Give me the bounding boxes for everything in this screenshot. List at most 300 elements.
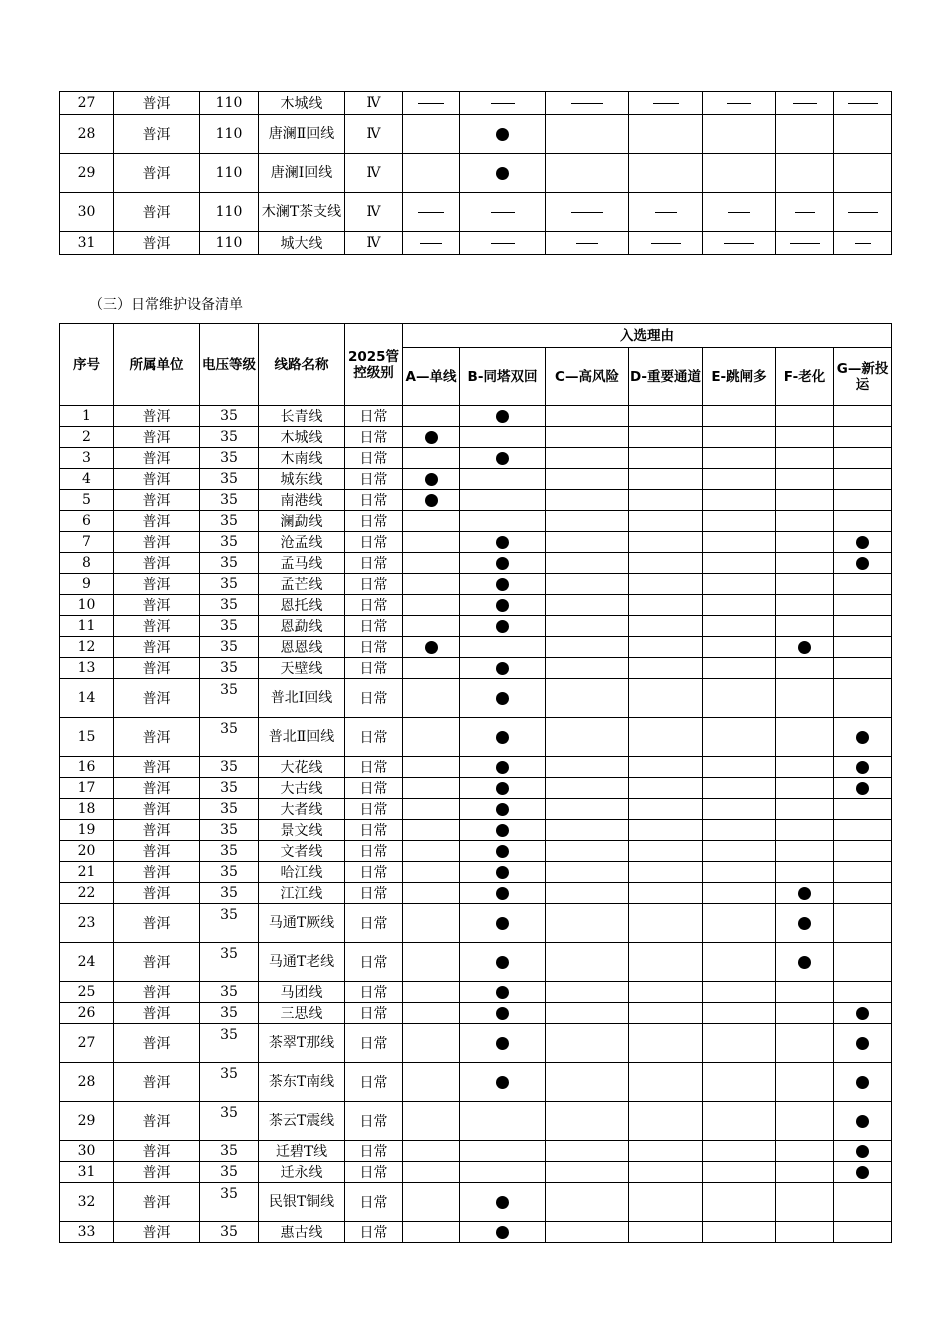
row-number: 29 bbox=[60, 1102, 114, 1141]
reason-cell bbox=[834, 1183, 892, 1222]
row-number: 1 bbox=[60, 406, 114, 427]
not-applicable-dash-icon bbox=[848, 212, 878, 213]
reason-cell bbox=[834, 1141, 892, 1162]
selected-dot-icon bbox=[496, 536, 509, 549]
reason-cell bbox=[403, 532, 460, 553]
reason-cell bbox=[776, 943, 834, 982]
row-voltage: 35 bbox=[200, 820, 259, 841]
reason-cell bbox=[460, 1063, 546, 1102]
selected-dot-icon bbox=[496, 662, 509, 675]
row-control-level: 日常 bbox=[345, 532, 403, 553]
reason-cell bbox=[629, 115, 703, 154]
row-unit: 普洱 bbox=[114, 511, 200, 532]
reason-cell bbox=[703, 1003, 776, 1024]
reason-cell bbox=[834, 883, 892, 904]
row-control-level: 日常 bbox=[345, 679, 403, 718]
section-title: （三）日常维护设备清单 bbox=[89, 297, 243, 313]
not-applicable-dash-icon bbox=[571, 103, 603, 104]
reason-cell bbox=[403, 1162, 460, 1183]
row-control-level: Ⅳ bbox=[345, 232, 403, 255]
reason-cell bbox=[403, 718, 460, 757]
row-line-name: 唐澜Ⅱ回线 bbox=[259, 115, 345, 154]
reason-cell bbox=[629, 427, 703, 448]
not-applicable-dash-icon bbox=[418, 212, 444, 213]
reason-cell bbox=[776, 1063, 834, 1102]
reason-cell bbox=[546, 820, 629, 841]
row-unit: 普洱 bbox=[114, 1003, 200, 1024]
row-control-level: Ⅳ bbox=[345, 92, 403, 115]
not-applicable-dash-icon bbox=[655, 212, 677, 213]
row-line-name: 木南线 bbox=[259, 448, 345, 469]
table-row bbox=[60, 1003, 892, 1024]
selected-dot-icon bbox=[496, 692, 509, 705]
reason-cell bbox=[460, 1024, 546, 1063]
row-voltage: 35 bbox=[200, 883, 259, 904]
selected-dot-icon bbox=[425, 641, 438, 654]
row-control-level: 日常 bbox=[345, 904, 403, 943]
row-voltage: 35 bbox=[200, 1102, 259, 1141]
not-applicable-dash-icon bbox=[790, 243, 820, 244]
table-row bbox=[60, 883, 892, 904]
table-row bbox=[60, 799, 892, 820]
row-number: 19 bbox=[60, 820, 114, 841]
reason-cell bbox=[460, 658, 546, 679]
reason-cell bbox=[776, 553, 834, 574]
table-row bbox=[60, 92, 892, 115]
row-control-level: 日常 bbox=[345, 553, 403, 574]
row-number: 2 bbox=[60, 427, 114, 448]
row-line-name: 景文线 bbox=[259, 820, 345, 841]
header-reason-c: C—高风险 bbox=[546, 348, 629, 406]
row-voltage: 35 bbox=[200, 1024, 259, 1063]
table-row bbox=[60, 1183, 892, 1222]
reason-cell bbox=[546, 595, 629, 616]
reason-cell bbox=[403, 904, 460, 943]
reason-cell bbox=[546, 427, 629, 448]
reason-cell bbox=[460, 532, 546, 553]
selected-dot-icon bbox=[496, 731, 509, 744]
row-voltage: 35 bbox=[200, 1222, 259, 1243]
reason-cell bbox=[834, 1162, 892, 1183]
reason-cell bbox=[403, 883, 460, 904]
row-number: 27 bbox=[60, 92, 114, 115]
reason-cell bbox=[460, 883, 546, 904]
reason-cell bbox=[703, 862, 776, 883]
not-applicable-dash-icon bbox=[793, 103, 817, 104]
row-unit: 普洱 bbox=[114, 820, 200, 841]
row-unit: 普洱 bbox=[114, 982, 200, 1003]
selected-dot-icon bbox=[496, 866, 509, 879]
reason-cell bbox=[629, 1024, 703, 1063]
selected-dot-icon bbox=[856, 782, 869, 795]
reason-cell bbox=[703, 92, 776, 115]
row-number: 20 bbox=[60, 841, 114, 862]
reason-cell bbox=[834, 943, 892, 982]
selected-dot-icon bbox=[856, 1037, 869, 1050]
row-unit: 普洱 bbox=[114, 427, 200, 448]
row-number: 5 bbox=[60, 490, 114, 511]
reason-cell bbox=[460, 679, 546, 718]
row-line-name: 三思线 bbox=[259, 1003, 345, 1024]
row-control-level: Ⅳ bbox=[345, 154, 403, 193]
row-voltage: 35 bbox=[200, 1003, 259, 1024]
reason-cell bbox=[546, 448, 629, 469]
reason-cell bbox=[546, 718, 629, 757]
row-control-level: 日常 bbox=[345, 406, 403, 427]
not-applicable-dash-icon bbox=[848, 103, 878, 104]
reason-cell bbox=[403, 154, 460, 193]
row-control-level: 日常 bbox=[345, 1183, 403, 1222]
reason-cell bbox=[776, 193, 834, 232]
selected-dot-icon bbox=[856, 1145, 869, 1158]
row-voltage: 35 bbox=[200, 1183, 259, 1222]
row-unit: 普洱 bbox=[114, 1162, 200, 1183]
reason-cell bbox=[629, 92, 703, 115]
reason-cell bbox=[703, 1222, 776, 1243]
table-row bbox=[60, 490, 892, 511]
reason-cell bbox=[834, 1222, 892, 1243]
reason-cell bbox=[460, 406, 546, 427]
reason-cell bbox=[776, 406, 834, 427]
row-unit: 普洱 bbox=[114, 1102, 200, 1141]
reason-cell bbox=[403, 799, 460, 820]
row-line-name: 孟马线 bbox=[259, 553, 345, 574]
reason-cell bbox=[460, 115, 546, 154]
row-number: 33 bbox=[60, 1222, 114, 1243]
reason-cell bbox=[703, 427, 776, 448]
row-control-level: 日常 bbox=[345, 718, 403, 757]
reason-cell bbox=[460, 1183, 546, 1222]
row-voltage: 35 bbox=[200, 679, 259, 718]
table-row bbox=[60, 1024, 892, 1063]
reason-cell bbox=[546, 841, 629, 862]
reason-cell bbox=[834, 448, 892, 469]
reason-cell bbox=[834, 679, 892, 718]
reason-cell bbox=[776, 232, 834, 255]
reason-cell bbox=[546, 115, 629, 154]
row-unit: 普洱 bbox=[114, 92, 200, 115]
row-control-level: 日常 bbox=[345, 427, 403, 448]
reason-cell bbox=[776, 799, 834, 820]
reason-cell bbox=[403, 193, 460, 232]
reason-cell bbox=[460, 1222, 546, 1243]
row-control-level: 日常 bbox=[345, 1102, 403, 1141]
table-row bbox=[60, 193, 892, 232]
reason-cell bbox=[629, 1162, 703, 1183]
reason-cell bbox=[546, 469, 629, 490]
reason-cell bbox=[703, 904, 776, 943]
reason-cell bbox=[460, 943, 546, 982]
row-unit: 普洱 bbox=[114, 490, 200, 511]
row-line-name: 南港线 bbox=[259, 490, 345, 511]
row-number: 15 bbox=[60, 718, 114, 757]
not-applicable-dash-icon bbox=[576, 243, 598, 244]
not-applicable-dash-icon bbox=[491, 212, 515, 213]
reason-cell bbox=[460, 469, 546, 490]
reason-cell bbox=[403, 92, 460, 115]
row-unit: 普洱 bbox=[114, 532, 200, 553]
reason-cell bbox=[460, 232, 546, 255]
reason-cell bbox=[834, 1102, 892, 1141]
not-applicable-dash-icon bbox=[653, 103, 679, 104]
reason-cell bbox=[460, 1003, 546, 1024]
row-control-level: 日常 bbox=[345, 1063, 403, 1102]
row-unit: 普洱 bbox=[114, 616, 200, 637]
reason-cell bbox=[776, 658, 834, 679]
reason-cell bbox=[834, 658, 892, 679]
reason-cell bbox=[834, 904, 892, 943]
row-number: 31 bbox=[60, 232, 114, 255]
reason-cell bbox=[546, 553, 629, 574]
row-voltage: 35 bbox=[200, 904, 259, 943]
selected-dot-icon bbox=[496, 410, 509, 423]
table-row bbox=[60, 595, 892, 616]
row-unit: 普洱 bbox=[114, 1024, 200, 1063]
row-voltage: 35 bbox=[200, 778, 259, 799]
row-voltage: 35 bbox=[200, 841, 259, 862]
not-applicable-dash-icon bbox=[418, 103, 444, 104]
table-row bbox=[60, 1222, 892, 1243]
selected-dot-icon bbox=[496, 956, 509, 969]
reason-cell bbox=[546, 574, 629, 595]
reason-cell bbox=[460, 511, 546, 532]
row-number: 22 bbox=[60, 883, 114, 904]
selected-dot-icon bbox=[496, 620, 509, 633]
row-voltage: 35 bbox=[200, 943, 259, 982]
reason-cell bbox=[703, 637, 776, 658]
table-row bbox=[60, 637, 892, 658]
reason-cell bbox=[546, 658, 629, 679]
reason-cell bbox=[834, 1003, 892, 1024]
reason-cell bbox=[776, 757, 834, 778]
row-line-name: 茶云T震线 bbox=[259, 1102, 345, 1141]
selected-dot-icon bbox=[496, 452, 509, 465]
reason-cell bbox=[629, 820, 703, 841]
row-number: 11 bbox=[60, 616, 114, 637]
row-line-name: 茶翠T那线 bbox=[259, 1024, 345, 1063]
reason-cell bbox=[703, 1063, 776, 1102]
reason-cell bbox=[776, 511, 834, 532]
not-applicable-dash-icon bbox=[651, 243, 681, 244]
selected-dot-icon bbox=[856, 1076, 869, 1089]
reason-cell bbox=[403, 448, 460, 469]
selected-dot-icon bbox=[496, 917, 509, 930]
row-voltage: 35 bbox=[200, 658, 259, 679]
row-control-level: 日常 bbox=[345, 574, 403, 595]
row-unit: 普洱 bbox=[114, 193, 200, 232]
row-number: 21 bbox=[60, 862, 114, 883]
reason-cell bbox=[403, 982, 460, 1003]
reason-cell bbox=[403, 1024, 460, 1063]
row-voltage: 110 bbox=[200, 193, 259, 232]
row-control-level: 日常 bbox=[345, 511, 403, 532]
header-reason-a: A—单线 bbox=[403, 348, 460, 406]
reason-cell bbox=[776, 862, 834, 883]
row-line-name: 大者线 bbox=[259, 799, 345, 820]
row-voltage: 35 bbox=[200, 427, 259, 448]
row-line-name: 城大线 bbox=[259, 232, 345, 255]
reason-cell bbox=[834, 115, 892, 154]
reason-cell bbox=[546, 1222, 629, 1243]
row-number: 8 bbox=[60, 553, 114, 574]
reason-cell bbox=[703, 982, 776, 1003]
table-row bbox=[60, 679, 892, 718]
row-line-name: 恩托线 bbox=[259, 595, 345, 616]
row-number: 9 bbox=[60, 574, 114, 595]
row-line-name: 哈江线 bbox=[259, 862, 345, 883]
reason-cell bbox=[776, 115, 834, 154]
row-unit: 普洱 bbox=[114, 553, 200, 574]
reason-cell bbox=[629, 1102, 703, 1141]
reason-cell bbox=[703, 1102, 776, 1141]
reason-cell bbox=[460, 841, 546, 862]
row-control-level: 日常 bbox=[345, 841, 403, 862]
reason-cell bbox=[460, 637, 546, 658]
row-unit: 普洱 bbox=[114, 679, 200, 718]
row-line-name: 马通T老线 bbox=[259, 943, 345, 982]
reason-cell bbox=[460, 904, 546, 943]
row-control-level: 日常 bbox=[345, 943, 403, 982]
reason-cell bbox=[460, 1141, 546, 1162]
selected-dot-icon bbox=[496, 761, 509, 774]
table-row bbox=[60, 553, 892, 574]
row-line-name: 木城线 bbox=[259, 92, 345, 115]
reason-cell bbox=[834, 154, 892, 193]
table-row bbox=[60, 574, 892, 595]
selected-dot-icon bbox=[856, 761, 869, 774]
reason-cell bbox=[460, 595, 546, 616]
reason-cell bbox=[629, 1003, 703, 1024]
not-applicable-dash-icon bbox=[420, 243, 442, 244]
reason-cell bbox=[460, 778, 546, 799]
row-number: 13 bbox=[60, 658, 114, 679]
row-control-level: 日常 bbox=[345, 616, 403, 637]
row-line-name: 迁碧T线 bbox=[259, 1141, 345, 1162]
selected-dot-icon bbox=[496, 1196, 509, 1209]
reason-cell bbox=[403, 232, 460, 255]
reason-cell bbox=[703, 232, 776, 255]
reason-cell bbox=[834, 92, 892, 115]
reason-cell bbox=[834, 511, 892, 532]
reason-cell bbox=[776, 427, 834, 448]
row-line-name: 马通T厥线 bbox=[259, 904, 345, 943]
row-control-level: 日常 bbox=[345, 1003, 403, 1024]
header-reason-d: D-重要通道 bbox=[629, 348, 703, 406]
reason-cell bbox=[460, 862, 546, 883]
reason-cell bbox=[403, 1102, 460, 1141]
reason-cell bbox=[629, 718, 703, 757]
row-line-name: 普北Ⅱ回线 bbox=[259, 718, 345, 757]
reason-cell bbox=[460, 757, 546, 778]
row-unit: 普洱 bbox=[114, 862, 200, 883]
reason-cell bbox=[546, 193, 629, 232]
reason-cell bbox=[629, 232, 703, 255]
reason-cell bbox=[776, 841, 834, 862]
reason-cell bbox=[460, 574, 546, 595]
not-applicable-dash-icon bbox=[728, 212, 750, 213]
row-voltage: 35 bbox=[200, 982, 259, 1003]
reason-cell bbox=[460, 427, 546, 448]
not-applicable-dash-icon bbox=[491, 243, 515, 244]
reason-cell bbox=[629, 406, 703, 427]
reason-cell bbox=[703, 1141, 776, 1162]
selected-dot-icon bbox=[496, 887, 509, 900]
selected-dot-icon bbox=[798, 887, 811, 900]
selected-dot-icon bbox=[496, 578, 509, 591]
selected-dot-icon bbox=[798, 917, 811, 930]
row-unit: 普洱 bbox=[114, 841, 200, 862]
row-control-level: 日常 bbox=[345, 799, 403, 820]
row-number: 6 bbox=[60, 511, 114, 532]
reason-cell bbox=[403, 1063, 460, 1102]
reason-cell bbox=[403, 511, 460, 532]
row-voltage: 35 bbox=[200, 1162, 259, 1183]
reason-cell bbox=[703, 511, 776, 532]
selected-dot-icon bbox=[496, 1076, 509, 1089]
top-table-body bbox=[60, 92, 892, 255]
header-reason-f: F-老化 bbox=[776, 348, 834, 406]
selected-dot-icon bbox=[496, 986, 509, 999]
row-voltage: 35 bbox=[200, 1141, 259, 1162]
row-line-name: 澜勐线 bbox=[259, 511, 345, 532]
reason-cell bbox=[776, 820, 834, 841]
reason-cell bbox=[776, 1003, 834, 1024]
reason-cell bbox=[834, 820, 892, 841]
header-no: 序号 bbox=[60, 324, 114, 406]
row-unit: 普洱 bbox=[114, 232, 200, 255]
reason-cell bbox=[776, 1102, 834, 1141]
table-row bbox=[60, 448, 892, 469]
reason-cell bbox=[776, 679, 834, 718]
row-number: 28 bbox=[60, 1063, 114, 1102]
reason-cell bbox=[629, 574, 703, 595]
reason-cell bbox=[703, 1183, 776, 1222]
reason-cell bbox=[546, 406, 629, 427]
row-control-level: 日常 bbox=[345, 490, 403, 511]
reason-cell bbox=[629, 532, 703, 553]
row-control-level: 日常 bbox=[345, 1222, 403, 1243]
header-unit: 所属单位 bbox=[114, 324, 200, 406]
row-line-name: 大古线 bbox=[259, 778, 345, 799]
row-control-level: Ⅳ bbox=[345, 193, 403, 232]
row-line-name: 城东线 bbox=[259, 469, 345, 490]
reason-cell bbox=[403, 841, 460, 862]
reason-cell bbox=[703, 154, 776, 193]
reason-cell bbox=[629, 862, 703, 883]
row-control-level: 日常 bbox=[345, 883, 403, 904]
reason-cell bbox=[403, 757, 460, 778]
table-row bbox=[60, 982, 892, 1003]
row-line-name: 马团线 bbox=[259, 982, 345, 1003]
reason-cell bbox=[629, 553, 703, 574]
reason-cell bbox=[703, 532, 776, 553]
row-number: 27 bbox=[60, 1024, 114, 1063]
reason-cell bbox=[834, 637, 892, 658]
reason-cell bbox=[629, 658, 703, 679]
table-row bbox=[60, 778, 892, 799]
selected-dot-icon bbox=[425, 473, 438, 486]
reason-cell bbox=[546, 1183, 629, 1222]
reason-cell bbox=[629, 1141, 703, 1162]
reason-cell bbox=[546, 1102, 629, 1141]
reason-cell bbox=[546, 904, 629, 943]
not-applicable-dash-icon bbox=[855, 243, 871, 244]
selected-dot-icon bbox=[496, 128, 509, 141]
reason-cell bbox=[460, 820, 546, 841]
reason-cell bbox=[403, 427, 460, 448]
header-reason-e: E-跳闸多 bbox=[703, 348, 776, 406]
reason-cell bbox=[703, 1162, 776, 1183]
